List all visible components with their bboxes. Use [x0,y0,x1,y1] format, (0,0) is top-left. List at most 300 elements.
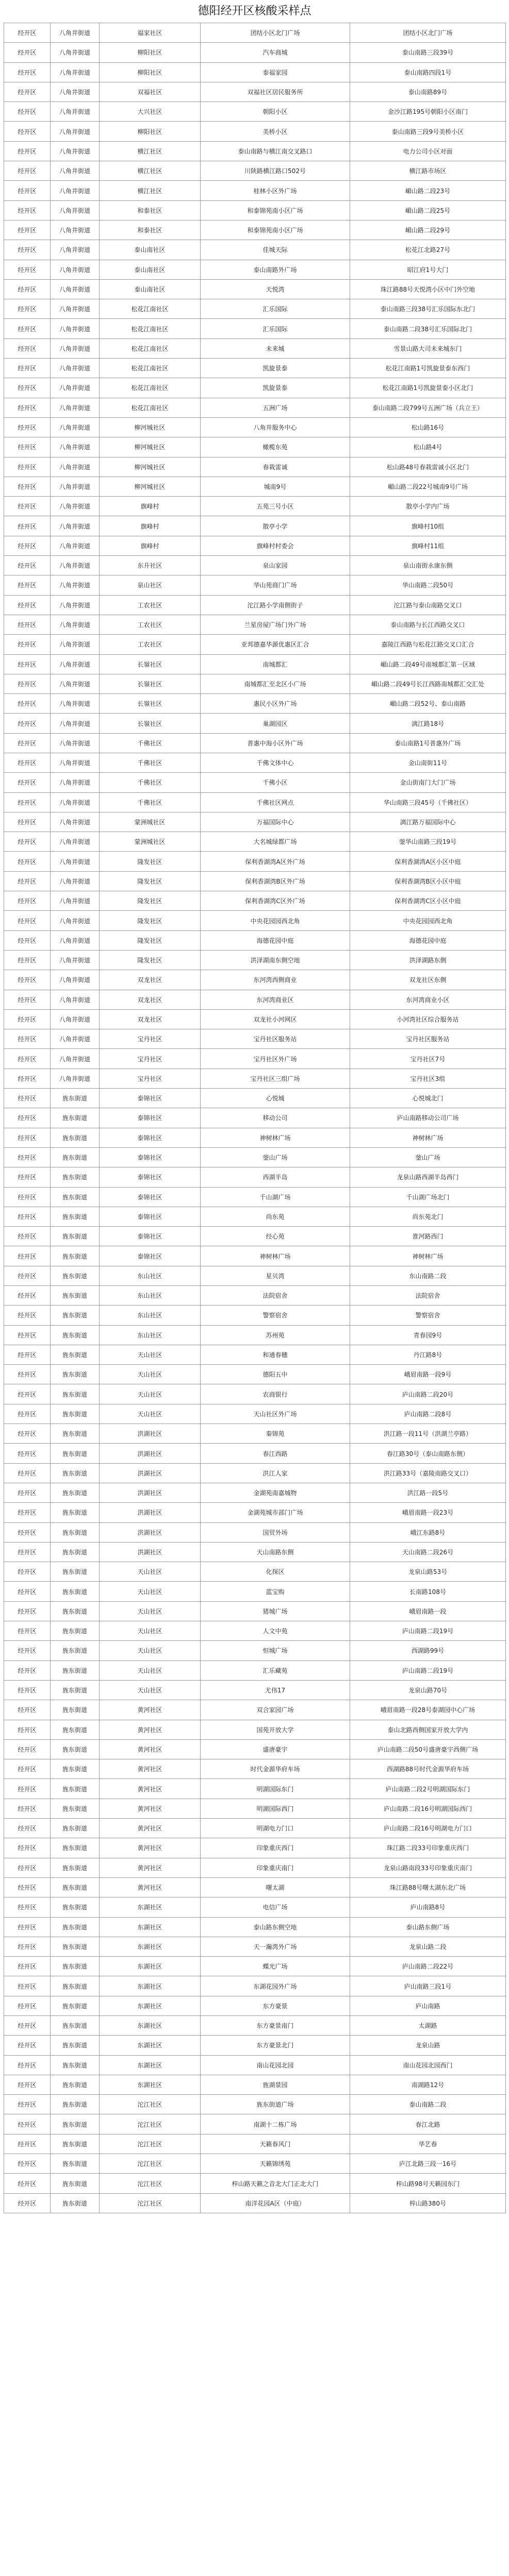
site-name-cell: 宝丹社区外广场 [201,1049,350,1069]
address-cell: 旗峰村11组 [350,536,506,555]
street-cell: 八角井街道 [51,990,100,1009]
site-name-cell: 五苑三号小区 [201,497,350,516]
site-name-cell: 普惠中海小区外广场 [201,733,350,753]
district-cell: 经开区 [4,930,51,950]
street-cell: 八角井街道 [51,43,100,62]
community-cell: 双龙社区 [100,1009,201,1029]
district-cell: 经开区 [4,1384,51,1404]
street-cell: 八角井街道 [51,437,100,457]
district-cell: 经开区 [4,595,51,615]
community-cell: 横江社区 [100,141,201,161]
community-cell: 东山社区 [100,1306,201,1325]
address-cell: 庐山南路8号 [350,1897,506,1917]
street-cell: 旌东街道 [51,1187,100,1207]
street-cell: 八角井街道 [51,891,100,911]
site-name-cell: 星贝湾 [201,1266,350,1285]
district-cell: 经开区 [4,2134,51,2154]
site-name-cell: 凯旋景泰 [201,378,350,398]
address-cell: 梓山路98号天籁园东门 [350,2174,506,2193]
street-cell: 旌东街道 [51,1621,100,1641]
table-row [4,733,506,753]
district-cell: 经开区 [4,181,51,200]
address-cell: 春江路30号（泰山南路东侧） [350,1444,506,1463]
table-row [4,930,506,950]
site-name-cell: 未来城 [201,338,350,358]
community-cell: 洪湖社区 [100,1503,201,1522]
address-cell: 保利香湖湾C区小区中庭 [350,891,506,911]
district-cell: 经开区 [4,1246,51,1266]
district-cell: 经开区 [4,1700,51,1720]
community-cell: 松花江南社区 [100,378,201,398]
district-cell: 经开区 [4,1522,51,1542]
table-row [4,1128,506,1147]
site-name-cell: 双福社区居民服务所 [201,82,350,101]
table-row [4,1799,506,1818]
district-cell: 经开区 [4,220,51,240]
community-cell: 沱江社区 [100,2114,201,2134]
site-name-cell: 旌东街道广场 [201,2095,350,2114]
table-row [4,1227,506,1246]
community-cell: 天山社区 [100,1562,201,1582]
site-name-cell: 泰山路东侧空地 [201,1917,350,1937]
site-name-cell: 双龙社小河网区 [201,1009,350,1029]
community-cell: 长嶺社区 [100,654,201,674]
address-cell: 泰山南路1号普惠外广场 [350,733,506,753]
district-cell: 经开区 [4,497,51,516]
community-cell: 天山社区 [100,1641,201,1660]
district-cell: 经开区 [4,2036,51,2055]
address-cell: 法院宿舍 [350,1286,506,1306]
district-cell: 经开区 [4,1424,51,1444]
table-row [4,1621,506,1641]
table-row [4,2095,506,2114]
address-cell: 泉山南街永康东侧 [350,556,506,575]
site-name-cell: 春栽雷诚 [201,457,350,477]
site-name-cell: 尤伟17 [201,1680,350,1700]
street-cell: 八角井街道 [51,674,100,693]
district-cell: 经开区 [4,2075,51,2094]
district-cell: 经开区 [4,378,51,398]
street-cell: 八角井街道 [51,753,100,772]
table-row [4,1720,506,1739]
site-name-cell: 秦锦苑 [201,1424,350,1444]
site-name-cell: 泰山南路外广场 [201,260,350,279]
community-cell: 东升社区 [100,556,201,575]
community-cell: 天山社区 [100,1384,201,1404]
site-name-cell: 和泰锦苑南小区广场 [201,200,350,220]
district-cell: 经开区 [4,1779,51,1799]
address-cell: 嵋山路二段49号南城都汇第一区域 [350,654,506,674]
table-row [4,240,506,260]
district-cell: 经开区 [4,1838,51,1858]
table-row [4,1937,506,1956]
address-cell: 泰山北路西侧国家开放大学内 [350,1720,506,1739]
community-cell: 千佛社区 [100,733,201,753]
table-row [4,950,506,970]
community-cell: 泰锦社区 [100,1207,201,1226]
district-cell: 经开区 [4,832,51,852]
street-cell: 八角井街道 [51,497,100,516]
street-cell: 八角井街道 [51,871,100,891]
table-row [4,2075,506,2094]
site-name-cell: 汇乐藏苑 [201,1660,350,1680]
community-cell: 洪湖社区 [100,1444,201,1463]
district-cell: 经开区 [4,970,51,990]
street-cell: 八角井街道 [51,378,100,398]
address-cell: 珠江路二段33号印象重庆西门 [350,1838,506,1858]
street-cell: 旌东街道 [51,1325,100,1345]
street-cell: 八角井街道 [51,82,100,101]
street-cell: 八角井街道 [51,792,100,812]
address-cell: 嵋山路二段23号 [350,181,506,200]
table-row [4,1957,506,1976]
street-cell: 八角井街道 [51,950,100,970]
street-cell: 八角井街道 [51,417,100,437]
site-name-cell: 时代金源华府车场 [201,1759,350,1779]
district-cell: 经开区 [4,417,51,437]
site-name-cell: 团结小区北门广场 [201,23,350,43]
table-row [4,1424,506,1444]
address-cell: 千山湖广场北门 [350,1187,506,1207]
district-cell: 经开区 [4,2174,51,2193]
street-cell: 旌东街道 [51,2075,100,2094]
community-cell: 黄河社区 [100,1858,201,1877]
district-cell: 经开区 [4,1306,51,1325]
address-cell: 洪江路33号（嘉陵南路交叉口） [350,1463,506,1483]
address-cell: 东山南路二段 [350,1266,506,1285]
site-name-cell: 明湖国际东门 [201,1779,350,1799]
table-row [4,635,506,654]
table-row [4,990,506,1009]
community-cell: 长嶺社区 [100,694,201,714]
community-cell: 黄河社区 [100,1799,201,1818]
street-cell: 八角井街道 [51,812,100,832]
street-cell: 八角井街道 [51,338,100,358]
table-row [4,417,506,437]
site-name-cell: 泉山家园 [201,556,350,575]
address-cell: 华艺春 [350,2134,506,2154]
community-cell: 柳阳社区 [100,62,201,82]
community-cell: 旗峰村 [100,497,201,516]
district-cell: 经开区 [4,398,51,417]
community-cell: 沱江社区 [100,2154,201,2174]
district-cell: 经开区 [4,714,51,733]
district-cell: 经开区 [4,891,51,911]
address-cell: 漓江路18号 [350,714,506,733]
table-row [4,852,506,871]
site-name-cell: 蓝宝购 [201,1582,350,1601]
street-cell: 八角井街道 [51,62,100,82]
site-name-cell: 德阳五中 [201,1365,350,1384]
site-name-cell: 尚东苑 [201,1207,350,1226]
district-cell: 经开区 [4,694,51,714]
community-cell: 东山社区 [100,1266,201,1285]
address-cell: 峨眉南路一段23号 [350,1503,506,1522]
street-cell: 八角井街道 [51,102,100,122]
table-row [4,2114,506,2134]
street-cell: 旌东街道 [51,2055,100,2075]
table-row [4,2055,506,2075]
address-cell: 团结小区北门广场 [350,23,506,43]
district-cell: 经开区 [4,1720,51,1739]
community-cell: 黄河社区 [100,1759,201,1779]
address-cell: 宝丹社区服务站 [350,1029,506,1049]
district-cell: 经开区 [4,1996,51,2015]
site-name-cell: 法院宿舍 [201,1286,350,1306]
table-row [4,1562,506,1582]
district-cell: 经开区 [4,338,51,358]
street-cell: 旌东街道 [51,1819,100,1838]
site-name-cell: 苏州苑 [201,1325,350,1345]
street-cell: 八角井街道 [51,595,100,615]
street-cell: 旌东街道 [51,2134,100,2154]
address-cell: 嵋山路二段29号 [350,220,506,240]
street-cell: 八角井街道 [51,911,100,930]
site-name-cell: 旗峰村村委会 [201,536,350,555]
community-cell: 天山社区 [100,1582,201,1601]
address-cell: 蓥山广场 [350,1147,506,1167]
site-name-cell: 心悦城 [201,1089,350,1108]
address-cell: 尚东苑北门 [350,1207,506,1226]
district-cell: 经开区 [4,359,51,378]
street-cell: 旌东街道 [51,1996,100,2015]
table-row [4,220,506,240]
address-cell: 心悦城北门 [350,1089,506,1108]
street-cell: 八角井街道 [51,1029,100,1049]
table-row [4,279,506,299]
community-cell: 泰锦社区 [100,1227,201,1246]
community-cell: 工农社区 [100,635,201,654]
address-cell: 丹江路8号 [350,1345,506,1364]
table-row [4,1996,506,2015]
street-cell: 八角井街道 [51,733,100,753]
site-name-cell: 橄榄东苑 [201,437,350,457]
address-cell: 神树林广场 [350,1128,506,1147]
table-row [4,2015,506,2035]
address-cell: 嵋山路二段49号长江西路南城都汇交汇处 [350,674,506,693]
district-cell: 经开区 [4,1029,51,1049]
community-cell: 柳阳社区 [100,43,201,62]
site-name-cell: 盛唐豪宇 [201,1739,350,1759]
address-cell: 嵋山路二段25号 [350,200,506,220]
community-cell: 蒙洲城社区 [100,832,201,852]
site-name-cell: 南山花园北园 [201,2055,350,2075]
table-row [4,891,506,911]
page-title: 德阳经开区核酸采样点 [198,5,311,18]
community-cell: 泰锦社区 [100,1089,201,1108]
address-cell: 泰山南路二段 [350,2095,506,2114]
address-cell: 横江路市场区 [350,161,506,181]
community-cell: 东湖社区 [100,1976,201,1996]
table-row [4,556,506,575]
site-name-cell: 海德花园中庭 [201,930,350,950]
table-row [4,1325,506,1345]
street-cell: 八角井街道 [51,694,100,714]
address-cell: 庐山南路二段22号 [350,1957,506,1976]
address-cell: 华山南路二段50号 [350,575,506,595]
address-cell: 庐江北路三段一16号 [350,2154,506,2174]
street-cell: 旌东街道 [51,1542,100,1562]
community-cell: 天山社区 [100,1365,201,1384]
district-cell: 经开区 [4,437,51,457]
community-cell: 横江社区 [100,181,201,200]
community-cell: 柳河城社区 [100,437,201,457]
address-cell: 泰山南路四段1号 [350,62,506,82]
community-cell: 宝丹社区 [100,1029,201,1049]
table-row [4,1858,506,1877]
table-row [4,1306,506,1325]
table-row [4,694,506,714]
community-cell: 双福社区 [100,82,201,101]
community-cell: 隆发社区 [100,891,201,911]
community-cell: 松花江南社区 [100,299,201,319]
site-name-cell: 南城都汇至北区小广场 [201,674,350,693]
table-row [4,161,506,181]
site-name-cell: 化探区 [201,1562,350,1582]
district-cell: 经开区 [4,1542,51,1562]
street-cell: 旌东街道 [51,1700,100,1720]
address-cell: 龙泉山路53号 [350,1562,506,1582]
street-cell: 八角井街道 [51,359,100,378]
address-cell: 华山南路三段45号（千佛社区） [350,792,506,812]
site-name-cell: 天籁春风门 [201,2134,350,2154]
table-row [4,1404,506,1423]
district-cell: 经开区 [4,1917,51,1937]
site-name-cell: 电信广场 [201,1897,350,1917]
community-cell: 柳河城社区 [100,457,201,477]
street-cell: 旌东街道 [51,2114,100,2134]
table-row [4,359,506,378]
street-cell: 旌东街道 [51,1660,100,1680]
address-cell: 洪江路一段5号 [350,1483,506,1502]
street-cell: 旌东街道 [51,1799,100,1818]
site-name-cell: 保利香湖湾A区外广场 [201,852,350,871]
table-row [4,615,506,634]
district-cell: 经开区 [4,2055,51,2075]
street-cell: 旌东街道 [51,1976,100,1996]
community-cell: 旗峰村 [100,516,201,536]
site-name-cell: 沱江路小学南侧街子 [201,595,350,615]
site-name-cell: 蓥山广场 [201,1147,350,1167]
table-row [4,1503,506,1522]
table-row [4,1739,506,1759]
site-name-cell: 印象重庆南门 [201,1858,350,1877]
address-cell: 珠江路88号曙太湖东北广场 [350,1877,506,1897]
community-cell: 宝丹社区 [100,1049,201,1069]
district-cell: 经开区 [4,990,51,1009]
address-cell: 东河湾商业小区 [350,990,506,1009]
site-name-cell: 人文中苑 [201,1621,350,1641]
district-cell: 经开区 [4,457,51,477]
district-cell: 经开区 [4,82,51,101]
street-cell: 旌东街道 [51,1838,100,1858]
address-cell: 峨眉南路一段28号泰湖园中心广场 [350,1700,506,1720]
district-cell: 经开区 [4,674,51,693]
street-cell: 旌东街道 [51,1601,100,1621]
community-cell: 东湖社区 [100,1917,201,1937]
community-cell: 天山社区 [100,1621,201,1641]
address-cell: 庐山南路三段1号 [350,1976,506,1996]
address-cell: 泰山南路三段39号 [350,43,506,62]
address-cell: 神树林广场 [350,1246,506,1266]
site-name-cell: 和通春穗 [201,1345,350,1364]
community-cell: 东湖社区 [100,1897,201,1917]
district-cell: 经开区 [4,1799,51,1818]
street-cell: 八角井街道 [51,299,100,319]
community-cell: 黄河社区 [100,1779,201,1799]
street-cell: 八角井街道 [51,536,100,555]
street-cell: 旌东街道 [51,1365,100,1384]
site-name-cell: 移动公司 [201,1108,350,1128]
table-row [4,1601,506,1621]
site-name-cell: 明湖国际西门 [201,1799,350,1818]
table-row [4,1029,506,1049]
address-cell: 淮河路西门 [350,1227,506,1246]
community-cell: 东湖社区 [100,2055,201,2075]
table-row [4,832,506,852]
table-row [4,536,506,555]
district-cell: 经开区 [4,1759,51,1779]
address-cell: 保利香湖湾A区小区中庭 [350,852,506,871]
table-row [4,812,506,832]
table-row [4,1779,506,1799]
address-cell: 松花江南路1号凯旋景泰东西门 [350,359,506,378]
street-cell: 旌东街道 [51,1246,100,1266]
district-cell: 经开区 [4,62,51,82]
site-name-cell: 东方豪景北门 [201,2036,350,2055]
table-row [4,378,506,398]
site-name-cell: 巢湖园区 [201,714,350,733]
community-cell: 沱江社区 [100,2193,201,2213]
table-row [4,792,506,812]
district-cell: 经开区 [4,1819,51,1838]
street-cell: 八角井街道 [51,279,100,299]
community-cell: 柳阳社区 [100,122,201,141]
street-cell: 旌东街道 [51,1680,100,1700]
community-cell: 黄河社区 [100,1720,201,1739]
address-cell: 嵋山路二段52号、泰山南路 [350,694,506,714]
street-cell: 八角井街道 [51,161,100,181]
address-cell: 松花江北路27号 [350,240,506,260]
address-cell: 双龙社区东侧 [350,970,506,990]
street-cell: 旌东街道 [51,2036,100,2055]
table-row [4,1009,506,1029]
district-cell: 经开区 [4,200,51,220]
table-row [4,260,506,279]
site-name-cell: 国贸外场 [201,1522,350,1542]
address-cell: 珠江路88号天悦湾小区中门外空地 [350,279,506,299]
site-name-cell: 天山南路东侧 [201,1542,350,1562]
site-name-cell: 双合家园广场 [201,1700,350,1720]
street-cell: 旌东街道 [51,1957,100,1976]
community-cell: 宝丹社区 [100,1069,201,1088]
street-cell: 旌东街道 [51,1503,100,1522]
table-row [4,437,506,457]
street-cell: 旌东街道 [51,1128,100,1147]
community-cell: 松花江南社区 [100,398,201,417]
street-cell: 旌东街道 [51,2015,100,2035]
district-cell: 经开区 [4,1641,51,1660]
community-cell: 黄河社区 [100,1838,201,1858]
street-cell: 旌东街道 [51,2193,100,2213]
district-cell: 经开区 [4,911,51,930]
site-name-cell: 恒城广场 [201,1641,350,1660]
street-cell: 旌东街道 [51,1444,100,1463]
table-row [4,1207,506,1226]
table-row [4,911,506,930]
site-name-cell: 西湖半岛 [201,1167,350,1187]
site-name-cell: 南洋花园A区（中庭） [201,2193,350,2213]
